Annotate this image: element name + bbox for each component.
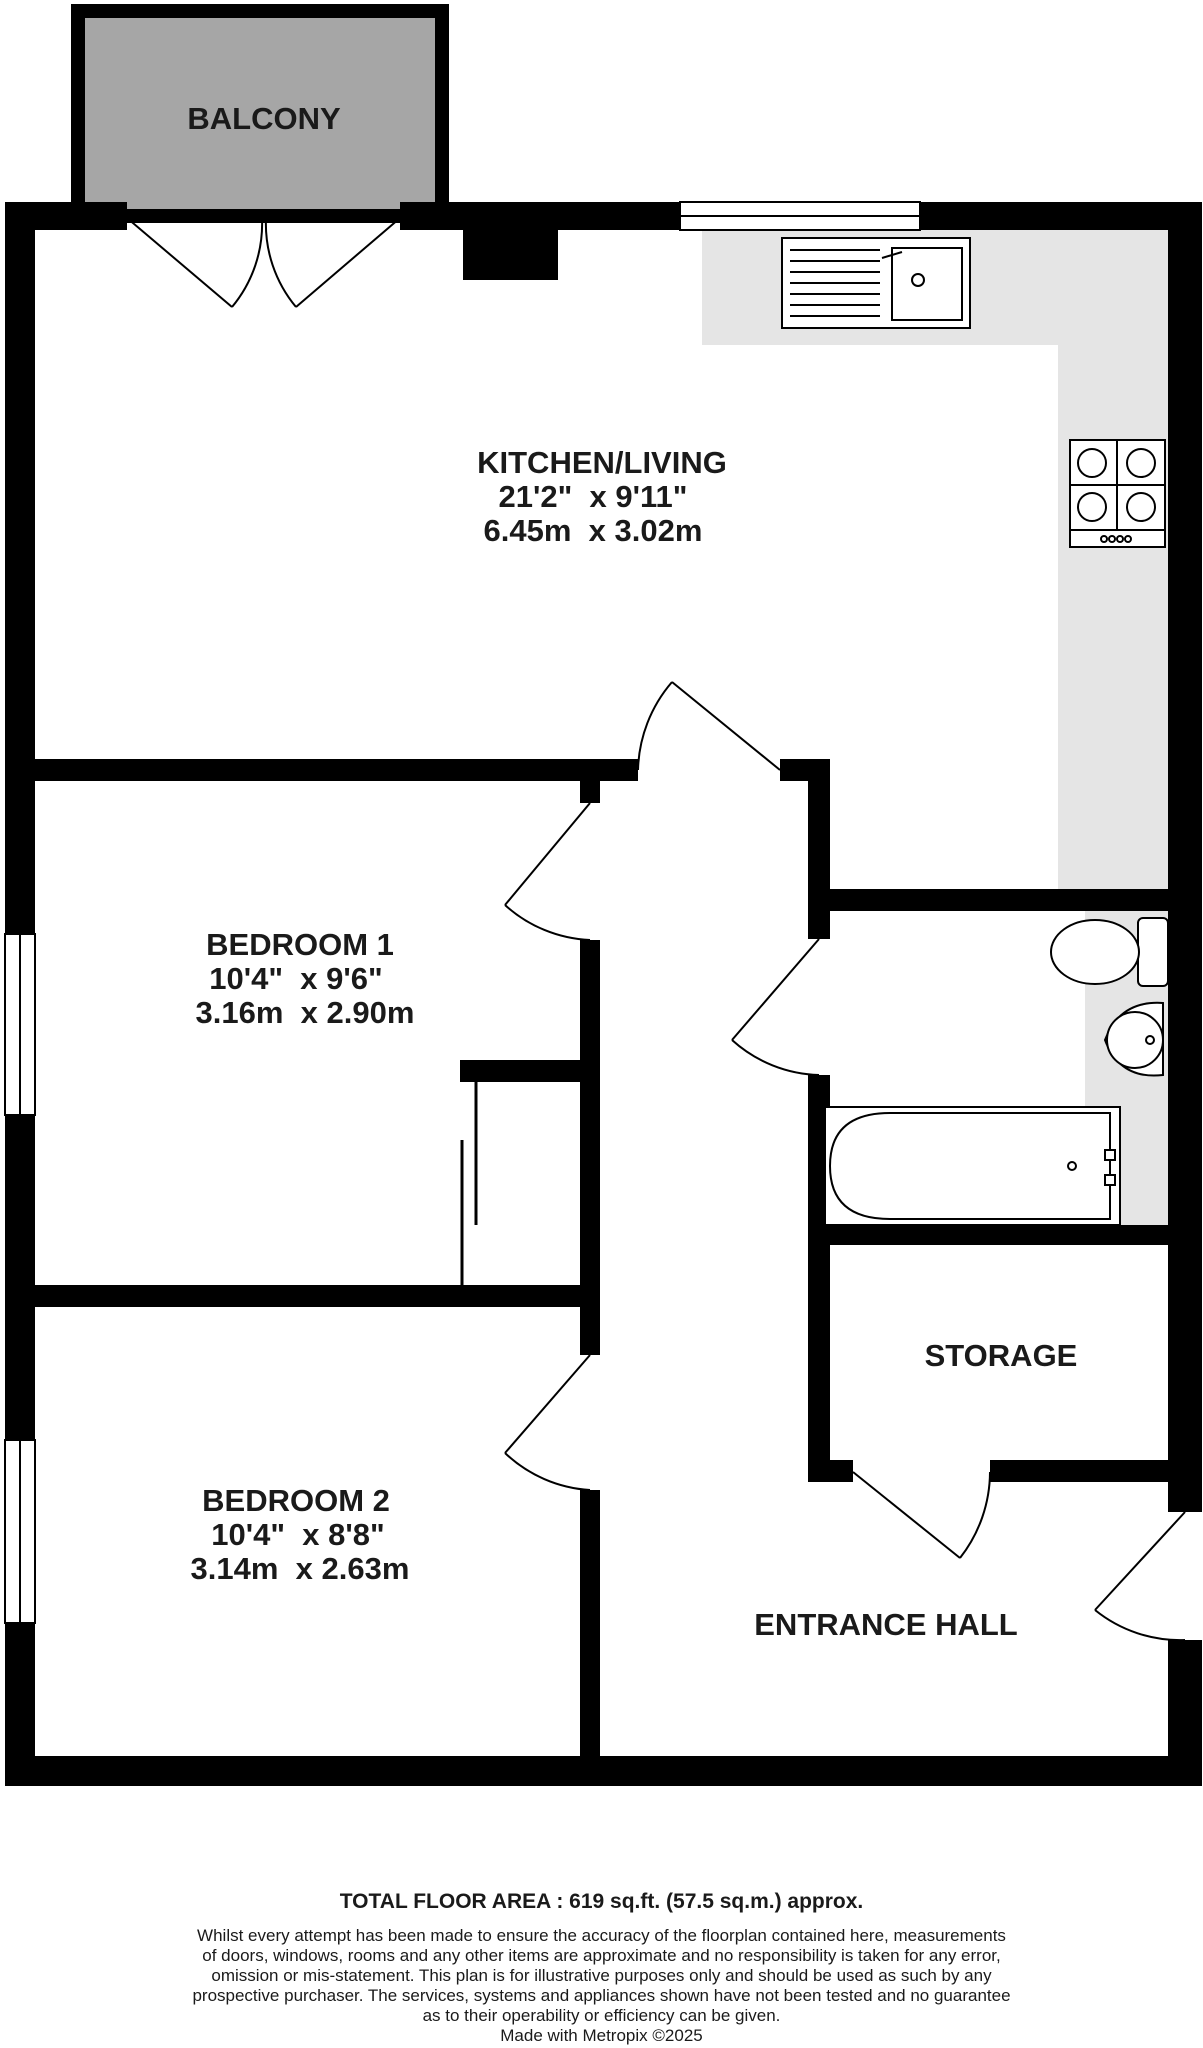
kitchen-living-label: KITCHEN/LIVING bbox=[477, 445, 727, 480]
bathroom-door bbox=[732, 939, 819, 1075]
bedroom2-imperial: 10'4" x 8'8" bbox=[211, 1517, 385, 1552]
bedroom1-imperial: 10'4" x 9'6" bbox=[209, 961, 383, 996]
storage-door bbox=[853, 1472, 990, 1558]
disclaimer-text: Whilst every attempt has been made to ensure the accuracy of the floorplan contained here, measurements of doors, windows, rooms and any other items are approximate and no responsibility is taken for any error, omission or mis-statement. This plan is for illustrative purposes only and should be used as such by any prospective purchaser. The services, systems and appliances shown have not been tested and no guarantee as to their operability or efficiency can be given. bbox=[192, 1926, 1011, 2025]
made-with-credit: Made with Metropix ©2025 bbox=[500, 2026, 703, 2045]
entrance-door bbox=[1095, 1512, 1185, 1640]
bedroom1-metric: 3.16m x 2.90m bbox=[195, 995, 415, 1030]
toilet-icon bbox=[1051, 918, 1168, 986]
windows bbox=[5, 202, 920, 1623]
balcony-label: BALCONY bbox=[187, 101, 341, 136]
walls bbox=[5, 202, 1202, 1786]
sink-icon bbox=[782, 238, 970, 328]
total-floor-area: TOTAL FLOOR AREA : 619 sq.ft. (57.5 sq.m.) approx. bbox=[339, 1890, 864, 1913]
entrance-hall-label: ENTRANCE HALL bbox=[754, 1607, 1018, 1642]
bathtub-icon bbox=[825, 1107, 1120, 1225]
hob-icon bbox=[1070, 440, 1165, 547]
storage-label: STORAGE bbox=[924, 1338, 1078, 1373]
bedroom2-door bbox=[505, 1355, 590, 1490]
bedroom2-label: BEDROOM 2 bbox=[202, 1483, 390, 1518]
wardrobe bbox=[462, 1078, 476, 1290]
bedroom1-door bbox=[505, 803, 590, 940]
kitchen-door bbox=[638, 682, 780, 770]
kitchen-living-imperial: 21'2" x 9'11" bbox=[498, 479, 688, 514]
balcony-french-door bbox=[127, 218, 400, 307]
kitchen-living-metric: 6.45m x 3.02m bbox=[483, 513, 703, 548]
bedroom1-label: BEDROOM 1 bbox=[206, 927, 394, 962]
bedroom2-metric: 3.14m x 2.63m bbox=[190, 1551, 410, 1586]
